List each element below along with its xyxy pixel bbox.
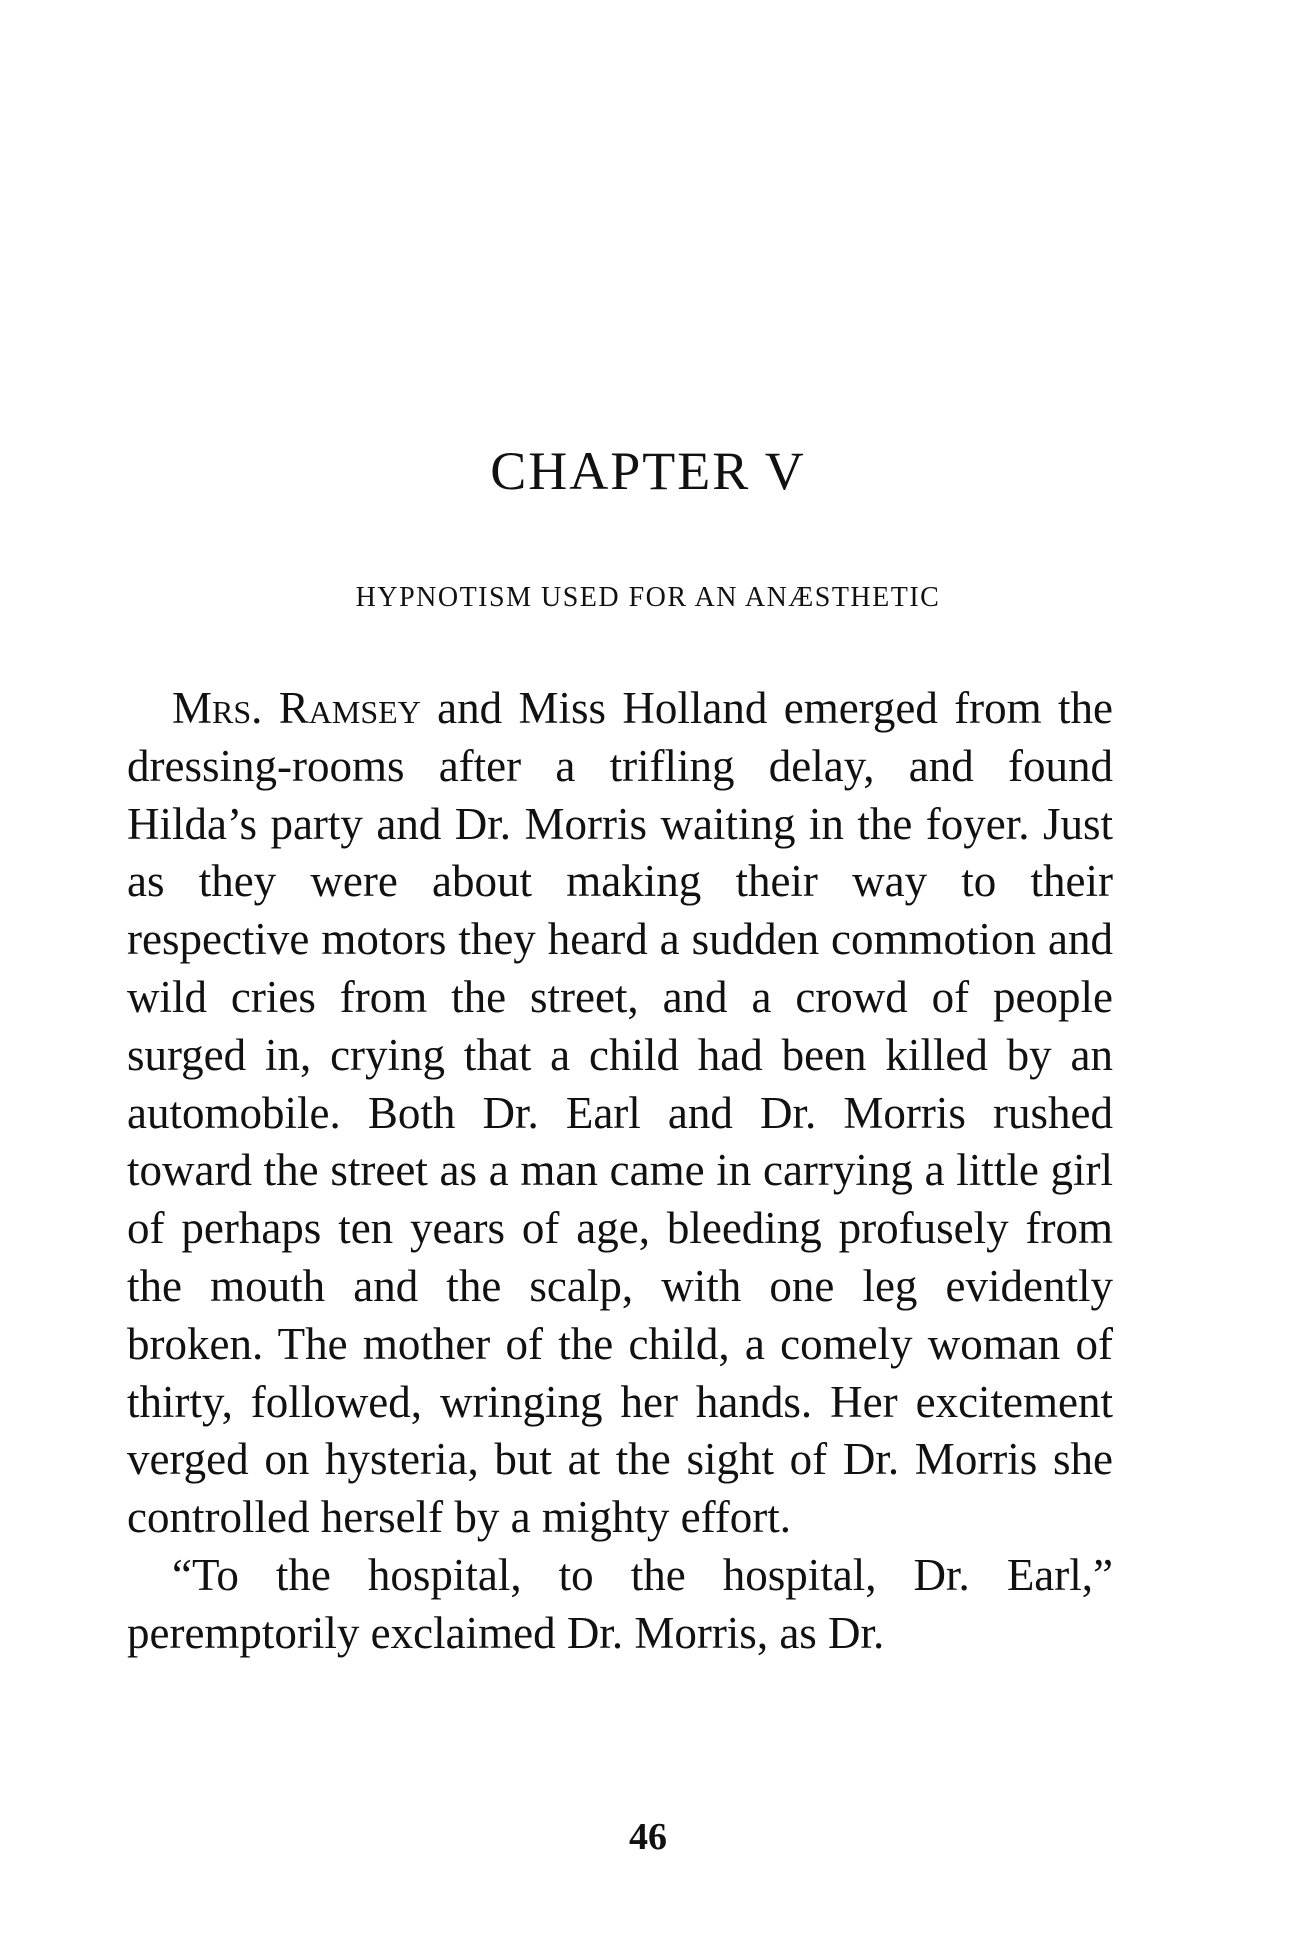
paragraph-1	[127, 680, 1113, 1547]
paragraph-1-lead: Mrs. Ramsey	[172, 683, 421, 733]
paragraph-1-text: and Miss Holland emerged from the dressing-rooms after a trifling delay, and found Hilda’s party and Dr. Morris waiting in the foyer. Just as they were about making their way to their respective motors they heard a sudden commotion and wild cries from the street, and a crowd of people surged in, crying that a child had been killed by an automobile. Both Dr. Earl and Dr. Morris rushed toward the street as a man came in carrying a little girl of perhaps ten years of age, bleeding profusely from the mouth and the scalp, with one leg evidently broken. The mother of the child, a comely woman of thirty, followed, wringing her hands. Her excitement verged on hysteria, but at the sight of Dr. Morris she controlled herself by a mighty effort.	[127, 683, 1113, 1543]
chapter-subtitle: HYPNOTISM USED FOR AN ANÆSTHETIC	[355, 582, 941, 613]
body-text	[127, 680, 1113, 1663]
page-number: 46	[629, 1816, 667, 1858]
paragraph-2-text: “To the hospital, to the hospital, Dr. Earl,” peremptorily exclaimed Dr. Morris, as Dr.	[127, 1549, 1113, 1658]
paragraph-2	[127, 1547, 1113, 1663]
chapter-title: CHAPTER V	[490, 441, 806, 501]
